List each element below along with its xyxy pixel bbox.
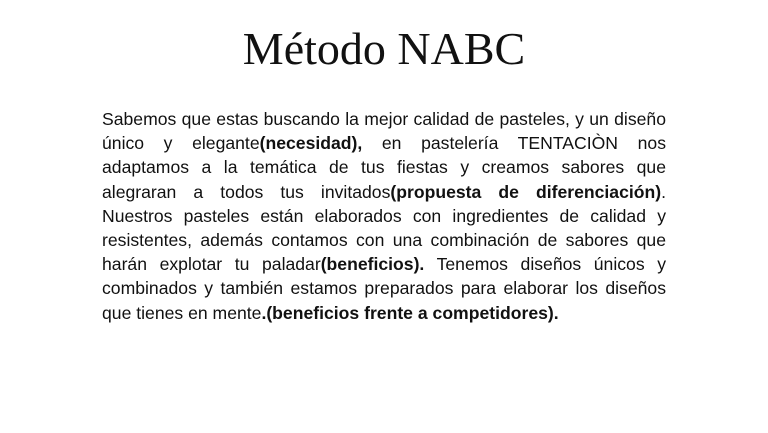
- slide-title: Método NABC: [242, 23, 526, 74]
- text-run-bold: (beneficios).: [320, 254, 425, 275]
- slide-body-paragraph: [102, 107, 666, 325]
- text-run: Sabemos que estas buscando la mejor calidad de pasteles, y un diseño único y elegante: [102, 109, 666, 154]
- text-run-bold: (necesidad),: [259, 133, 363, 154]
- text-run-bold: (propuesta de diferenciación): [390, 181, 662, 202]
- text-run-bold: .(beneficios frente a competidores).: [261, 302, 559, 323]
- text-run: Tenemos diseños únicos y combinados y también estamos preparados para elaborar los diseños que tienes en mente: [102, 254, 667, 323]
- text-run: . Nuestros pasteles están elaborados con ingredientes de calidad y resistentes, además contamos con una combinación de sabores que harán explotar tu paladar: [102, 181, 666, 275]
- text-run: en pastelería TENTACIÒN nos adaptamos a la temática de tus fiestas y creamos sabores que alegraran a todos tus invitados: [102, 133, 666, 202]
